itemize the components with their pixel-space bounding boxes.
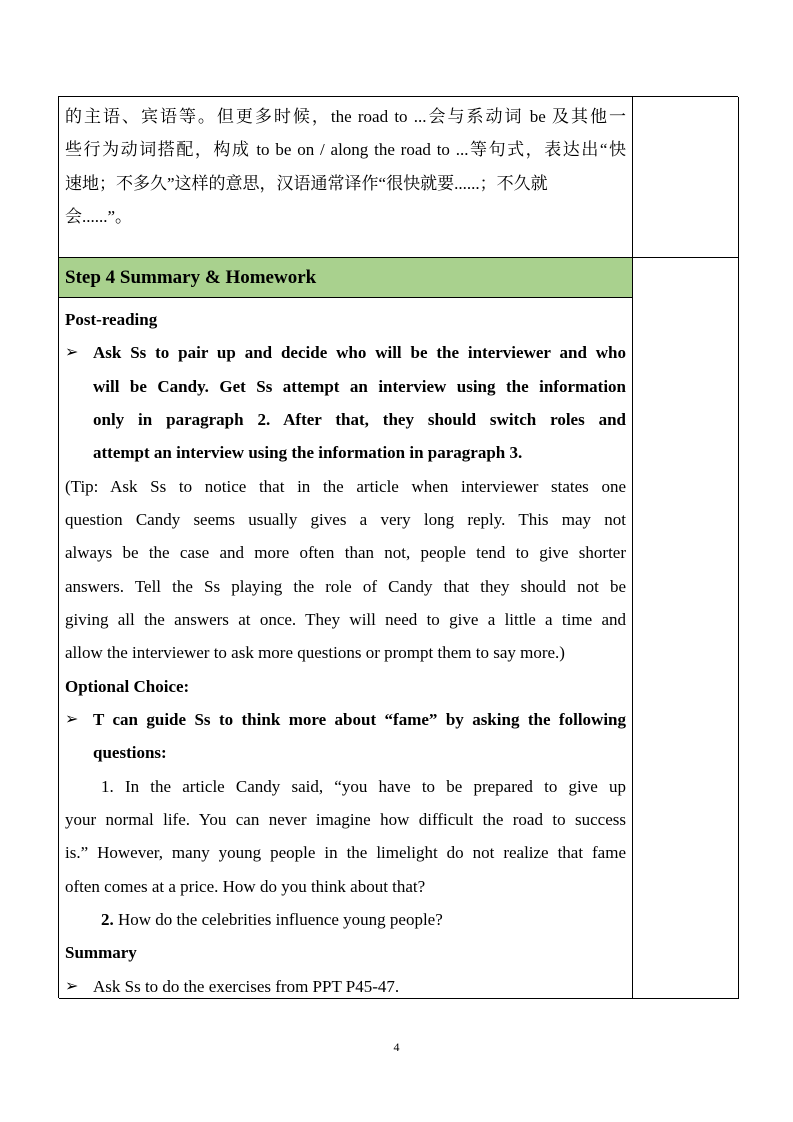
arrow-bullet-icon: ➢ xyxy=(65,978,79,995)
notes-cell-top xyxy=(633,97,739,258)
text-line: 会......”。 xyxy=(65,207,133,226)
summary-heading: Summary xyxy=(65,943,137,962)
question-line: often comes at a price. How do you think about that? xyxy=(65,877,426,896)
tip-line: (Tip: Ask Ss to notice that in the article when interviewer states one xyxy=(65,477,626,496)
bullet-line: Ask Ss to pair up and decide who will be the interviewer and who xyxy=(93,343,626,362)
text-cell-top xyxy=(59,97,633,258)
tip-line: allow the interviewer to ask more questions or prompt them to say more.) xyxy=(65,643,565,662)
step-heading: Step 4 Summary & Homework xyxy=(65,267,317,288)
lesson-plan-table xyxy=(58,96,738,998)
page-number: 4 xyxy=(393,1040,400,1054)
tip-line: question Candy seems usually gives a very long reply. This may not xyxy=(65,510,626,529)
text-line: 的主语、宾语等。但更多时候，the road to ...会与系动词 be 及其他一 xyxy=(65,107,626,126)
question-2-number: 2. xyxy=(101,910,114,929)
tip-line: always be the case and more often than not, people tend to give shorter xyxy=(65,543,626,562)
bullet-line: will be Candy. Get Ss attempt an interview using the information xyxy=(93,377,626,396)
post-reading-heading: Post-reading xyxy=(65,310,158,329)
question-2-text: How do the celebrities influence young people? xyxy=(118,910,443,929)
bullet-line: questions: xyxy=(93,743,167,762)
question-line: 1. In the article Candy said, “you have to be prepared to give up xyxy=(101,777,626,796)
bullet-line: attempt an interview using the information in paragraph 3. xyxy=(93,443,523,462)
summary-bullet: Ask Ss to do the exercises from PPT P45-47. xyxy=(93,977,400,996)
text-line: 速地；不多久”这样的意思，汉语通常译作“很快就要......；不久就 xyxy=(65,174,548,193)
question-line: is.” However, many young people in the limelight do not realize that fame xyxy=(65,843,626,862)
notes-cell-bottom xyxy=(633,258,739,999)
tip-line: giving all the answers at once. They will need to give a little a time and xyxy=(65,610,626,629)
arrow-bullet-icon: ➢ xyxy=(65,711,79,728)
bullet-line: only in paragraph 2. After that, they should switch roles and xyxy=(93,410,626,429)
bullet-line: T can guide Ss to think more about “fame” by asking the following xyxy=(93,710,626,729)
question-line: your normal life. You can never imagine how difficult the road to success xyxy=(65,810,626,829)
optional-heading: Optional Choice: xyxy=(65,677,190,696)
arrow-bullet-icon: ➢ xyxy=(65,344,79,361)
content-cell xyxy=(59,298,633,999)
question-2 xyxy=(101,910,626,930)
tip-line: answers. Tell the Ss playing the role of Candy that they should not be xyxy=(65,577,626,596)
text-line: 些行为动词搭配，构成 to be on / along the road to ...等句式，表达出“快 xyxy=(65,140,626,159)
step-heading-cell xyxy=(59,258,633,298)
